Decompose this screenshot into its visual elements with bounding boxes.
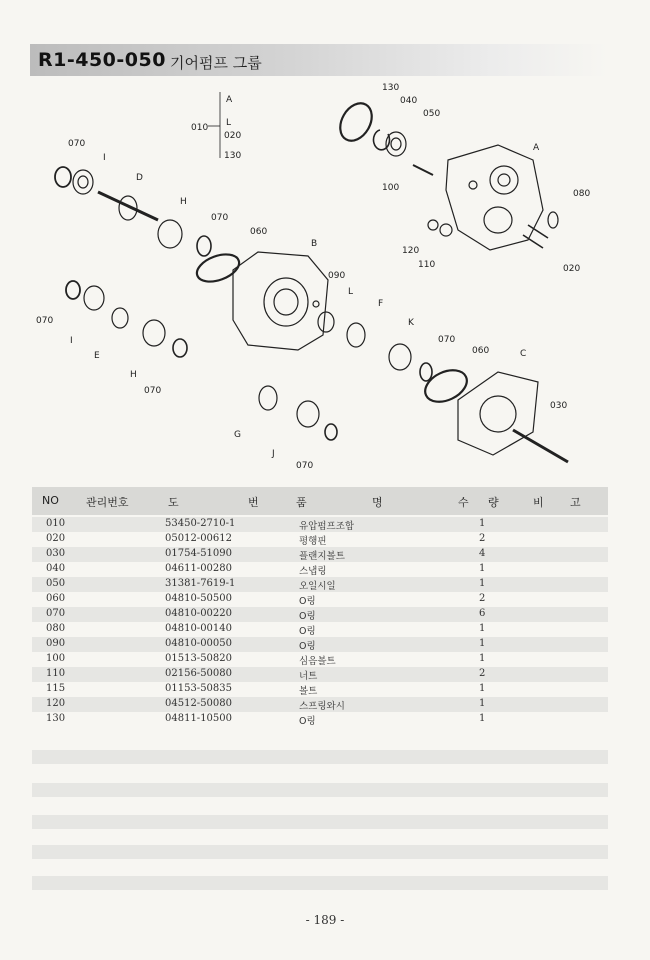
th-name-a: 품 — [296, 496, 307, 509]
svg-text:E: E — [94, 351, 100, 361]
diagram-drawing — [28, 80, 618, 480]
svg-text:020: 020 — [563, 264, 581, 274]
svg-text:080: 080 — [573, 189, 591, 199]
svg-text:070: 070 — [211, 213, 229, 223]
svg-text:120: 120 — [402, 246, 420, 256]
svg-text:070: 070 — [144, 386, 162, 396]
svg-text:L: L — [348, 287, 354, 297]
th-no: NO — [42, 494, 59, 507]
svg-text:070: 070 — [36, 316, 54, 326]
table-row: 060 04810-50500 O링 2 — [46, 593, 486, 607]
table-row: 115 01153-50835 볼트 1 — [46, 683, 486, 697]
table-row: 110 02156-50080 너트 2 — [32, 667, 608, 682]
svg-text:K: K — [408, 318, 414, 328]
th-remark-a: 비 — [533, 496, 544, 509]
table-row: 080 04810-00140 O링 1 — [46, 623, 486, 637]
svg-text:010: 010 — [191, 123, 209, 133]
th-dwg-b: 번 — [248, 496, 259, 509]
svg-text:D: D — [136, 173, 143, 183]
table-row: 100 01513-50820 심음볼트 1 — [46, 653, 486, 667]
table-row: 050 31381-7619-1 오일시일 1 — [32, 577, 608, 592]
svg-text:060: 060 — [250, 227, 268, 237]
empty-row-band — [32, 783, 608, 797]
empty-row-band — [32, 845, 608, 859]
empty-row-band — [32, 876, 608, 890]
svg-text:F: F — [378, 299, 384, 309]
svg-text:130: 130 — [224, 151, 242, 161]
svg-text:A: A — [533, 143, 540, 153]
svg-text:030: 030 — [550, 401, 568, 411]
svg-text:090: 090 — [328, 271, 346, 281]
group-code: R1-450-050 — [38, 49, 166, 71]
svg-text:C: C — [520, 349, 527, 359]
th-remark-b: 고 — [570, 496, 581, 509]
callout-labels — [36, 83, 590, 471]
svg-text:I: I — [103, 153, 106, 163]
table-row: 070 04810-00220 O링 6 — [32, 607, 608, 622]
th-mgmt-no: 관리번호 — [86, 496, 129, 509]
table-row: 020 05012-00612 평행핀 2 — [46, 533, 486, 547]
empty-row-band — [32, 815, 608, 829]
th-qty-b: 량 — [488, 496, 499, 509]
th-dwg-a: 도 — [168, 496, 179, 509]
svg-text:L: L — [226, 118, 232, 128]
table-row: 090 04810-00050 O링 1 — [32, 637, 608, 652]
table-row: 120 04512-50080 스프링와시 1 — [32, 697, 608, 712]
table-row: 030 01754-51090 플랜지볼트 4 — [32, 547, 608, 562]
svg-text:130: 130 — [382, 83, 400, 93]
group-name: 기어펌프 그룹 — [170, 54, 262, 72]
table-row: 130 04811-10500 O링 1 — [46, 713, 486, 727]
svg-text:I: I — [70, 336, 73, 346]
svg-text:100: 100 — [382, 183, 400, 193]
table-row: 010 53450-2710-1 유압펌프조합 1 — [32, 517, 608, 532]
page-number: - 189 - — [305, 913, 345, 927]
svg-text:050: 050 — [423, 109, 441, 119]
svg-text:B: B — [311, 239, 318, 249]
empty-row-band — [32, 750, 608, 764]
svg-text:H: H — [130, 370, 137, 380]
table-row: 040 04611-00280 스냅링 1 — [46, 563, 486, 577]
svg-text:H: H — [180, 197, 187, 207]
exploded-parts-diagram — [28, 80, 618, 480]
th-qty-a: 수 — [458, 496, 469, 509]
svg-text:J: J — [272, 449, 275, 459]
svg-text:070: 070 — [438, 335, 456, 345]
svg-text:040: 040 — [400, 96, 418, 106]
th-name-b: 명 — [372, 496, 383, 509]
svg-text:060: 060 — [472, 346, 490, 356]
svg-text:070: 070 — [296, 461, 314, 471]
svg-text:G: G — [234, 430, 241, 440]
svg-text:110: 110 — [418, 260, 436, 270]
svg-text:070: 070 — [68, 139, 86, 149]
svg-text:A: A — [226, 95, 233, 105]
svg-text:020: 020 — [224, 131, 242, 141]
